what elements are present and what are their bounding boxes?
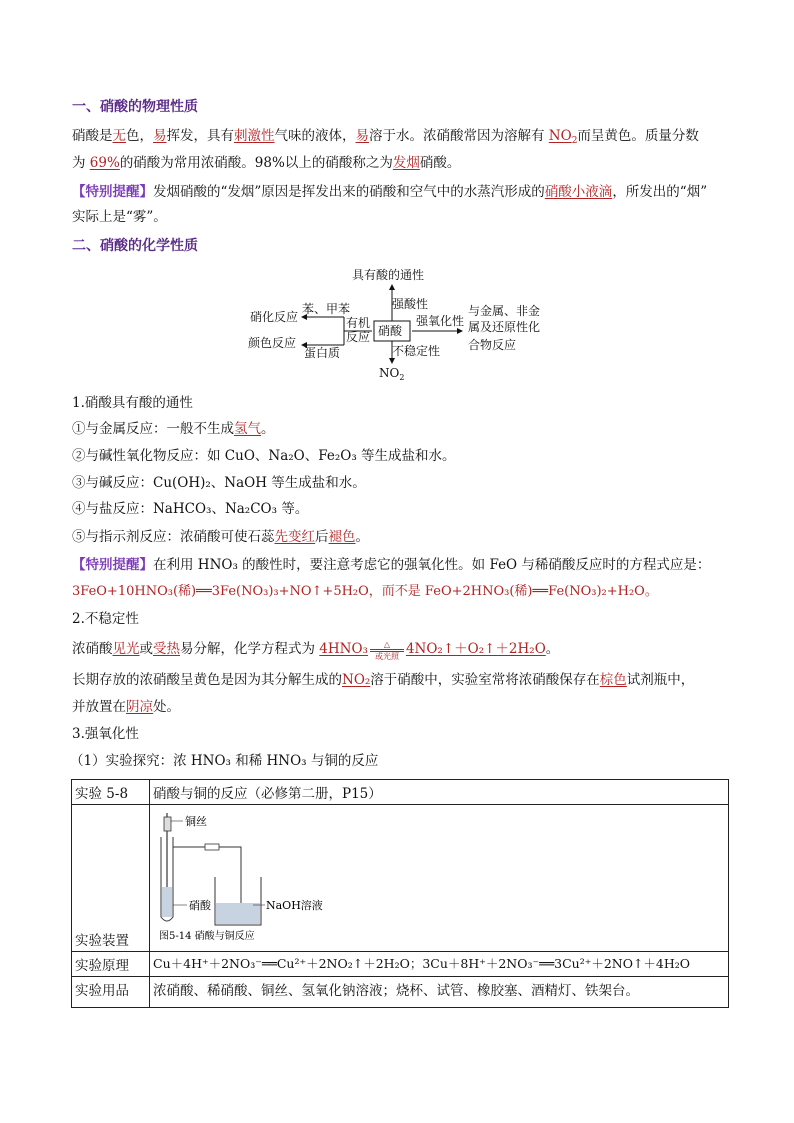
diagram-no2-label: $NO_2$	[379, 366, 405, 382]
reaction-salt: ④与盐反应：NaHCO₃、Na₂CO₃ 等。	[72, 501, 309, 517]
table-row	[72, 805, 729, 952]
experiment-table	[71, 779, 729, 1008]
table-cell: 硝酸与铜的反应（必修第二册，P15）	[150, 780, 729, 805]
diagram-org1: 有机	[346, 316, 371, 330]
label-copper-wire: 铜丝	[185, 815, 207, 828]
table-cell: 实验用品	[72, 977, 150, 1008]
diagram-left1: 硝化反应	[250, 310, 299, 324]
diagram-right-line1: 与金属、非金	[468, 304, 541, 318]
table-cell: 实验 5-8	[72, 780, 150, 805]
experiment-intro: （1）实验探究：浓 HNO₃ 和稀 HNO₃ 与铜的反应	[70, 753, 379, 769]
special-note-1-cont: 实际上是“雾”。	[72, 209, 167, 225]
subheading-instability: 2.不稳定性	[72, 611, 139, 627]
table-cell: 浓硝酸、稀硝酸、铜丝、氢氧化钠溶液；烧杯、试管、橡胶塞、酒精灯、铁架台。	[150, 977, 729, 1008]
special-note-2: 【特别提醒】在利用 HNO₃ 的酸性时，要注意考虑它的强氧化性。如 FeO 与稀硝酸反应时的方程式应是：	[72, 557, 711, 573]
table-cell: 实验原理	[72, 952, 150, 977]
apparatus-cell	[150, 805, 729, 952]
diagram-top-label: 具有酸的通性	[352, 268, 425, 282]
diagram-right-line2: 属及还原性化	[468, 320, 541, 334]
diagram-center-label: 硝酸	[378, 324, 403, 338]
special-note-1: 【特别提醒】发烟硝酸的“发烟”原因是挥发出来的硝酸和空气中的水蒸汽形成的硝酸小液滴，所发出的“烟”	[72, 184, 708, 200]
physical-paragraph-line2: 为 69%的硝酸为常用浓硝酸。98%以上的硝酸称之为发烟硝酸。	[72, 155, 461, 171]
reaction-basic-oxide: ②与碱性氧化物反应：如 CuO、Na₂O、Fe₂O₃ 等生成盐和水。	[72, 448, 456, 464]
table-row	[72, 977, 729, 1008]
diagram-right-line3: 合物反应	[468, 338, 517, 352]
table-row	[72, 952, 729, 977]
diagram-unstable-label: 不稳定性	[392, 344, 441, 358]
diagram-org2: 反应	[346, 330, 371, 344]
table-cell: 实验装置	[72, 805, 150, 952]
physical-paragraph-line1: 硝酸是无色，易挥发，具有刺激性气味的液体，易溶于水。浓硝酸常因为溶解有 $NO_2$而呈黄色。质量分数	[72, 128, 699, 146]
subheading-acidity: 1.硝酸具有酸的通性	[72, 395, 193, 411]
label-naoh: NaOH溶液	[266, 899, 323, 912]
storage-line2: 并放置在阴凉处。	[72, 699, 180, 715]
diagram-acid-label: 强酸性	[392, 297, 429, 311]
reaction-metal: ①与金属反应：一般不生成氢气。	[72, 421, 275, 437]
figure-caption: 图5-14 硝酸与铜反应	[159, 931, 255, 942]
table-row	[72, 780, 729, 805]
diagram-protein-label: 蛋白质	[304, 346, 341, 360]
section-title-chemical: 二、硝酸的化学性质	[72, 238, 198, 254]
table-cell: Cu＋4H⁺＋2NO₃⁻══Cu²⁺＋2NO₂↑＋2H₂O；3Cu＋8H⁺＋2NO₃⁻══3Cu²⁺＋2NO↑＋4H₂O	[150, 952, 729, 977]
diagram-left2: 颜色反应	[248, 336, 297, 350]
diagram-oxid-label: 强氧化性	[416, 314, 465, 328]
section-title-physical: 一、硝酸的物理性质	[72, 99, 198, 115]
nitric-acid-property-diagram	[240, 265, 560, 383]
special-note-2-equation: 3FeO+10HNO₃(稀)══3Fe(NO₃)₃+NO↑+5H₂O，而不是 FeO+2HNO₃(稀)══Fe(NO₃)₂+H₂O。	[72, 584, 658, 599]
apparatus-figure	[153, 807, 353, 945]
subheading-oxidation: 3.强氧化性	[72, 726, 139, 742]
label-nitric-acid: 硝酸	[189, 899, 211, 912]
reaction-base: ③与碱反应：Cu(OH)₂、NaOH 等生成盐和水。	[72, 475, 366, 491]
diagram-benz-label: 苯、甲苯	[302, 302, 351, 316]
storage-line1: 长期存放的浓硝酸呈黄色是因为其分解生成的NO₂溶于硝酸中，实验室常将浓硝酸保存在棕色试剂瓶中，	[72, 672, 695, 688]
decomposition-line: 浓硝酸见光或受热易分解，化学方程式为 4HNO₃ △ 或光照 4NO₂↑＋O₂↑＋2H₂O。	[72, 640, 560, 661]
reaction-indicator: ⑤与指示剂反应：浓硝酸可使石蕊先变红后褪色。	[72, 529, 369, 545]
